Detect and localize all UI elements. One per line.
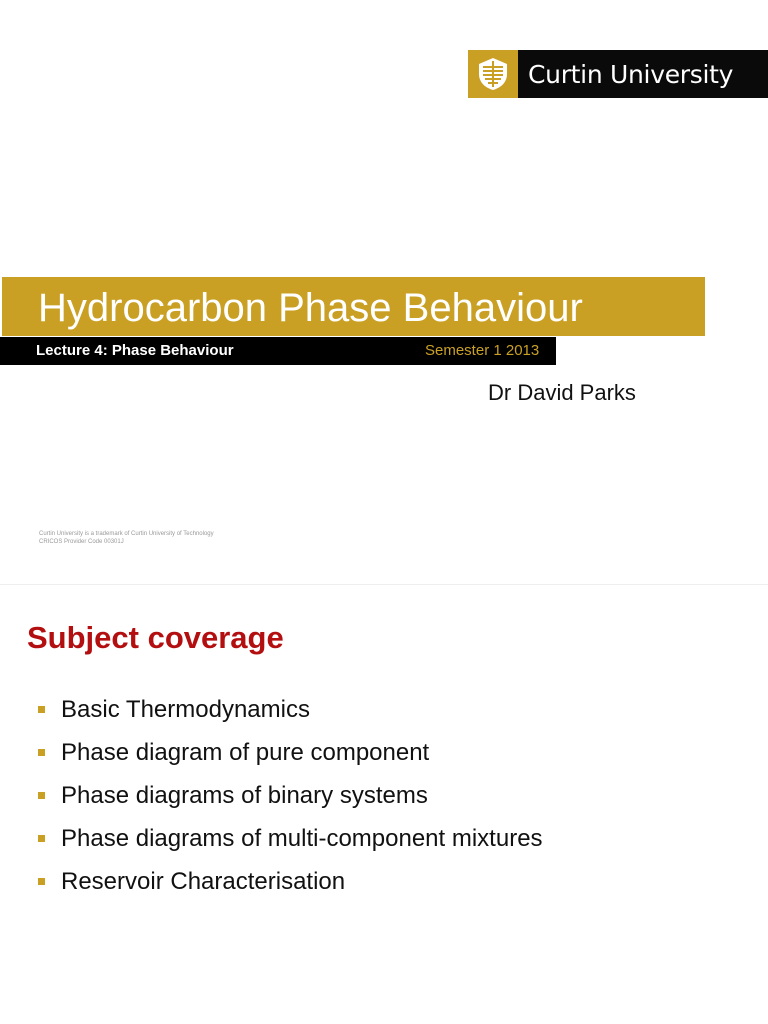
list-item	[38, 695, 543, 738]
curtin-logo	[468, 50, 768, 98]
slide-title: Subject coverage	[27, 620, 284, 655]
presentation-title: Hydrocarbon Phase Behaviour	[38, 286, 583, 330]
subtitle-banner	[0, 337, 556, 365]
square-bullet-icon	[38, 835, 45, 842]
bullet-text: Phase diagram of pure component	[61, 739, 430, 766]
bullet-list	[38, 695, 543, 910]
square-bullet-icon	[38, 792, 45, 799]
semester-label: Semester 1 2013	[425, 342, 540, 359]
square-bullet-icon	[38, 706, 45, 713]
logo-wordmark: Curtin University	[528, 59, 734, 89]
lecture-label: Lecture 4: Phase Behaviour	[36, 342, 234, 359]
bullet-text: Reservoir Characterisation	[61, 868, 346, 895]
list-item	[38, 824, 543, 867]
slide-divider	[0, 584, 768, 585]
crest-icon	[468, 50, 518, 98]
bullet-text: Phase diagrams of binary systems	[61, 782, 428, 809]
trademark-line: Curtin University is a trademark of Curtin University of Technology	[39, 531, 214, 537]
title-banner	[2, 277, 705, 336]
square-bullet-icon	[38, 878, 45, 885]
cricos-line: CRICOS Provider Code 00301J	[39, 539, 124, 545]
list-item	[38, 738, 543, 781]
bullet-text: Phase diagrams of multi-component mixtures	[61, 825, 543, 852]
trademark-notice	[39, 530, 214, 546]
bullet-text: Basic Thermodynamics	[61, 696, 310, 723]
logo-wordmark-box	[518, 50, 768, 98]
list-item	[38, 867, 543, 910]
list-item	[38, 781, 543, 824]
author-name: Dr David Parks	[488, 380, 636, 405]
square-bullet-icon	[38, 749, 45, 756]
